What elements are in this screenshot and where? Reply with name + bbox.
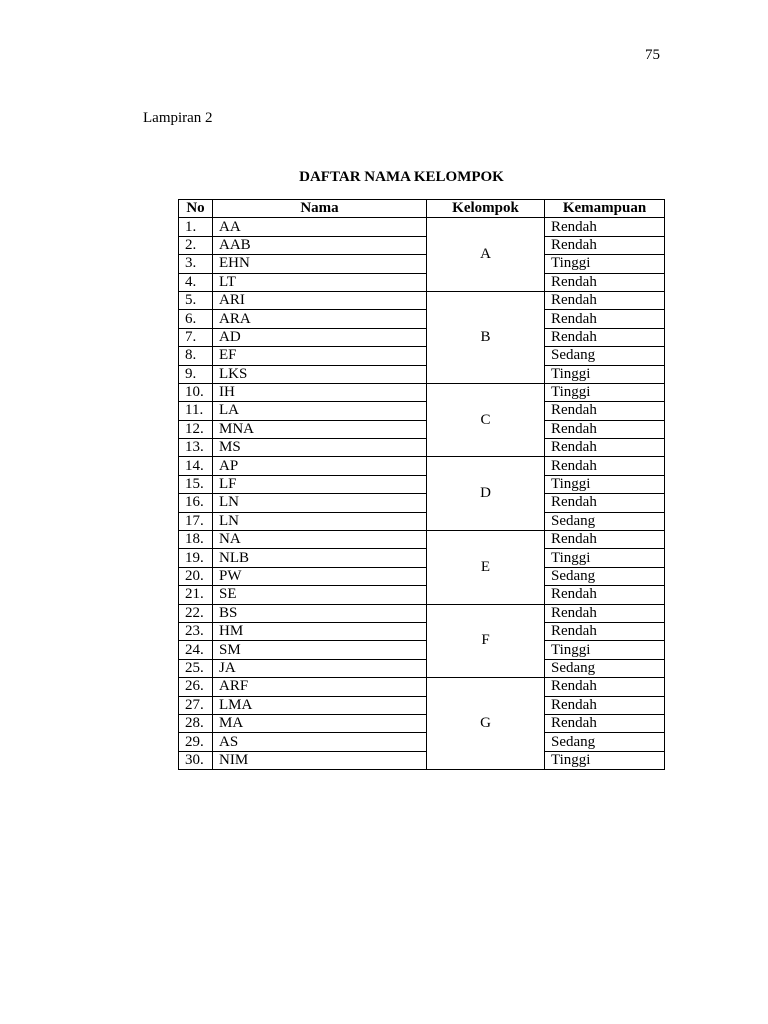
ability-level: Tinggi [545,365,665,383]
table-row [179,696,665,714]
document-title: DAFTAR NAMA KELOMPOK [299,169,504,185]
member-name: LA [213,402,427,420]
ability-level: Rendah [545,218,665,236]
row-number: 12. [179,420,213,438]
member-name: ARI [213,291,427,309]
member-name: PW [213,567,427,585]
ability-level: Rendah [545,310,665,328]
ability-level: Rendah [545,604,665,622]
table-row [179,383,665,401]
member-name: JA [213,659,427,677]
member-name: AS [213,733,427,751]
table-row [179,586,665,604]
member-name: MS [213,439,427,457]
member-name: EHN [213,255,427,273]
row-number: 16. [179,494,213,512]
ability-level: Tinggi [545,549,665,567]
table-row [179,659,665,677]
appendix-label: Lampiran 2 [143,110,213,126]
ability-level: Sedang [545,567,665,585]
member-name: LN [213,494,427,512]
table-row [179,567,665,585]
row-number: 24. [179,641,213,659]
row-number: 18. [179,531,213,549]
member-name: NIM [213,751,427,769]
table-row [179,751,665,769]
member-name: LN [213,512,427,530]
row-number: 3. [179,255,213,273]
ability-level: Tinggi [545,641,665,659]
ability-level: Sedang [545,512,665,530]
table-row [179,218,665,236]
table-row [179,549,665,567]
member-name: ARA [213,310,427,328]
member-name: LKS [213,365,427,383]
row-number: 30. [179,751,213,769]
table-row [179,365,665,383]
row-number: 2. [179,236,213,254]
member-name: NA [213,531,427,549]
ability-level: Rendah [545,714,665,732]
ability-level: Rendah [545,622,665,640]
table-body [179,218,665,770]
row-number: 29. [179,733,213,751]
ability-level: Rendah [545,420,665,438]
member-name: SE [213,586,427,604]
table-row [179,236,665,254]
ability-level: Tinggi [545,255,665,273]
table-row [179,531,665,549]
table-row [179,439,665,457]
table-row [179,475,665,493]
table-row [179,310,665,328]
row-number: 13. [179,439,213,457]
row-number: 23. [179,622,213,640]
member-name: LMA [213,696,427,714]
row-number: 11. [179,402,213,420]
header-ability: Kemampuan [545,200,665,218]
group-label: F [427,604,545,678]
member-name: AP [213,457,427,475]
row-number: 7. [179,328,213,346]
group-label: D [427,457,545,531]
table-row [179,291,665,309]
ability-level: Rendah [545,457,665,475]
group-label: G [427,678,545,770]
page-number: 75 [645,47,660,63]
table-row [179,402,665,420]
group-label: E [427,531,545,605]
table-row [179,604,665,622]
table-row [179,512,665,530]
row-number: 28. [179,714,213,732]
ability-level: Tinggi [545,383,665,401]
ability-level: Rendah [545,494,665,512]
header-name: Nama [213,200,427,218]
row-number: 25. [179,659,213,677]
member-name: MNA [213,420,427,438]
member-name: SM [213,641,427,659]
member-name: AAB [213,236,427,254]
table-row [179,255,665,273]
table-row [179,678,665,696]
ability-level: Sedang [545,347,665,365]
row-number: 17. [179,512,213,530]
member-name: LF [213,475,427,493]
member-name: AA [213,218,427,236]
ability-level: Rendah [545,236,665,254]
row-number: 27. [179,696,213,714]
member-name: ARF [213,678,427,696]
group-table [178,199,665,770]
ability-level: Rendah [545,439,665,457]
member-name: EF [213,347,427,365]
table-row [179,328,665,346]
ability-level: Rendah [545,586,665,604]
table-row [179,457,665,475]
row-number: 10. [179,383,213,401]
member-name: IH [213,383,427,401]
row-number: 5. [179,291,213,309]
table-row [179,622,665,640]
group-label: B [427,291,545,383]
row-number: 1. [179,218,213,236]
header-no: No [179,200,213,218]
ability-level: Tinggi [545,475,665,493]
row-number: 4. [179,273,213,291]
row-number: 15. [179,475,213,493]
row-number: 19. [179,549,213,567]
ability-level: Rendah [545,696,665,714]
ability-level: Sedang [545,659,665,677]
member-name: MA [213,714,427,732]
table-row [179,420,665,438]
header-group: Kelompok [427,200,545,218]
ability-level: Rendah [545,273,665,291]
ability-level: Rendah [545,678,665,696]
ability-level: Rendah [545,531,665,549]
row-number: 26. [179,678,213,696]
member-name: AD [213,328,427,346]
ability-level: Tinggi [545,751,665,769]
ability-level: Rendah [545,402,665,420]
table-row [179,273,665,291]
table-row [179,494,665,512]
row-number: 9. [179,365,213,383]
member-name: LT [213,273,427,291]
ability-level: Sedang [545,733,665,751]
row-number: 8. [179,347,213,365]
group-label: C [427,383,545,457]
ability-level: Rendah [545,291,665,309]
row-number: 22. [179,604,213,622]
table-row [179,733,665,751]
row-number: 20. [179,567,213,585]
row-number: 14. [179,457,213,475]
member-name: BS [213,604,427,622]
row-number: 21. [179,586,213,604]
ability-level: Rendah [545,328,665,346]
group-label: A [427,218,545,292]
member-name: NLB [213,549,427,567]
member-name: HM [213,622,427,640]
table-header-row [179,200,665,218]
table-row [179,714,665,732]
table-row [179,641,665,659]
table-row [179,347,665,365]
row-number: 6. [179,310,213,328]
